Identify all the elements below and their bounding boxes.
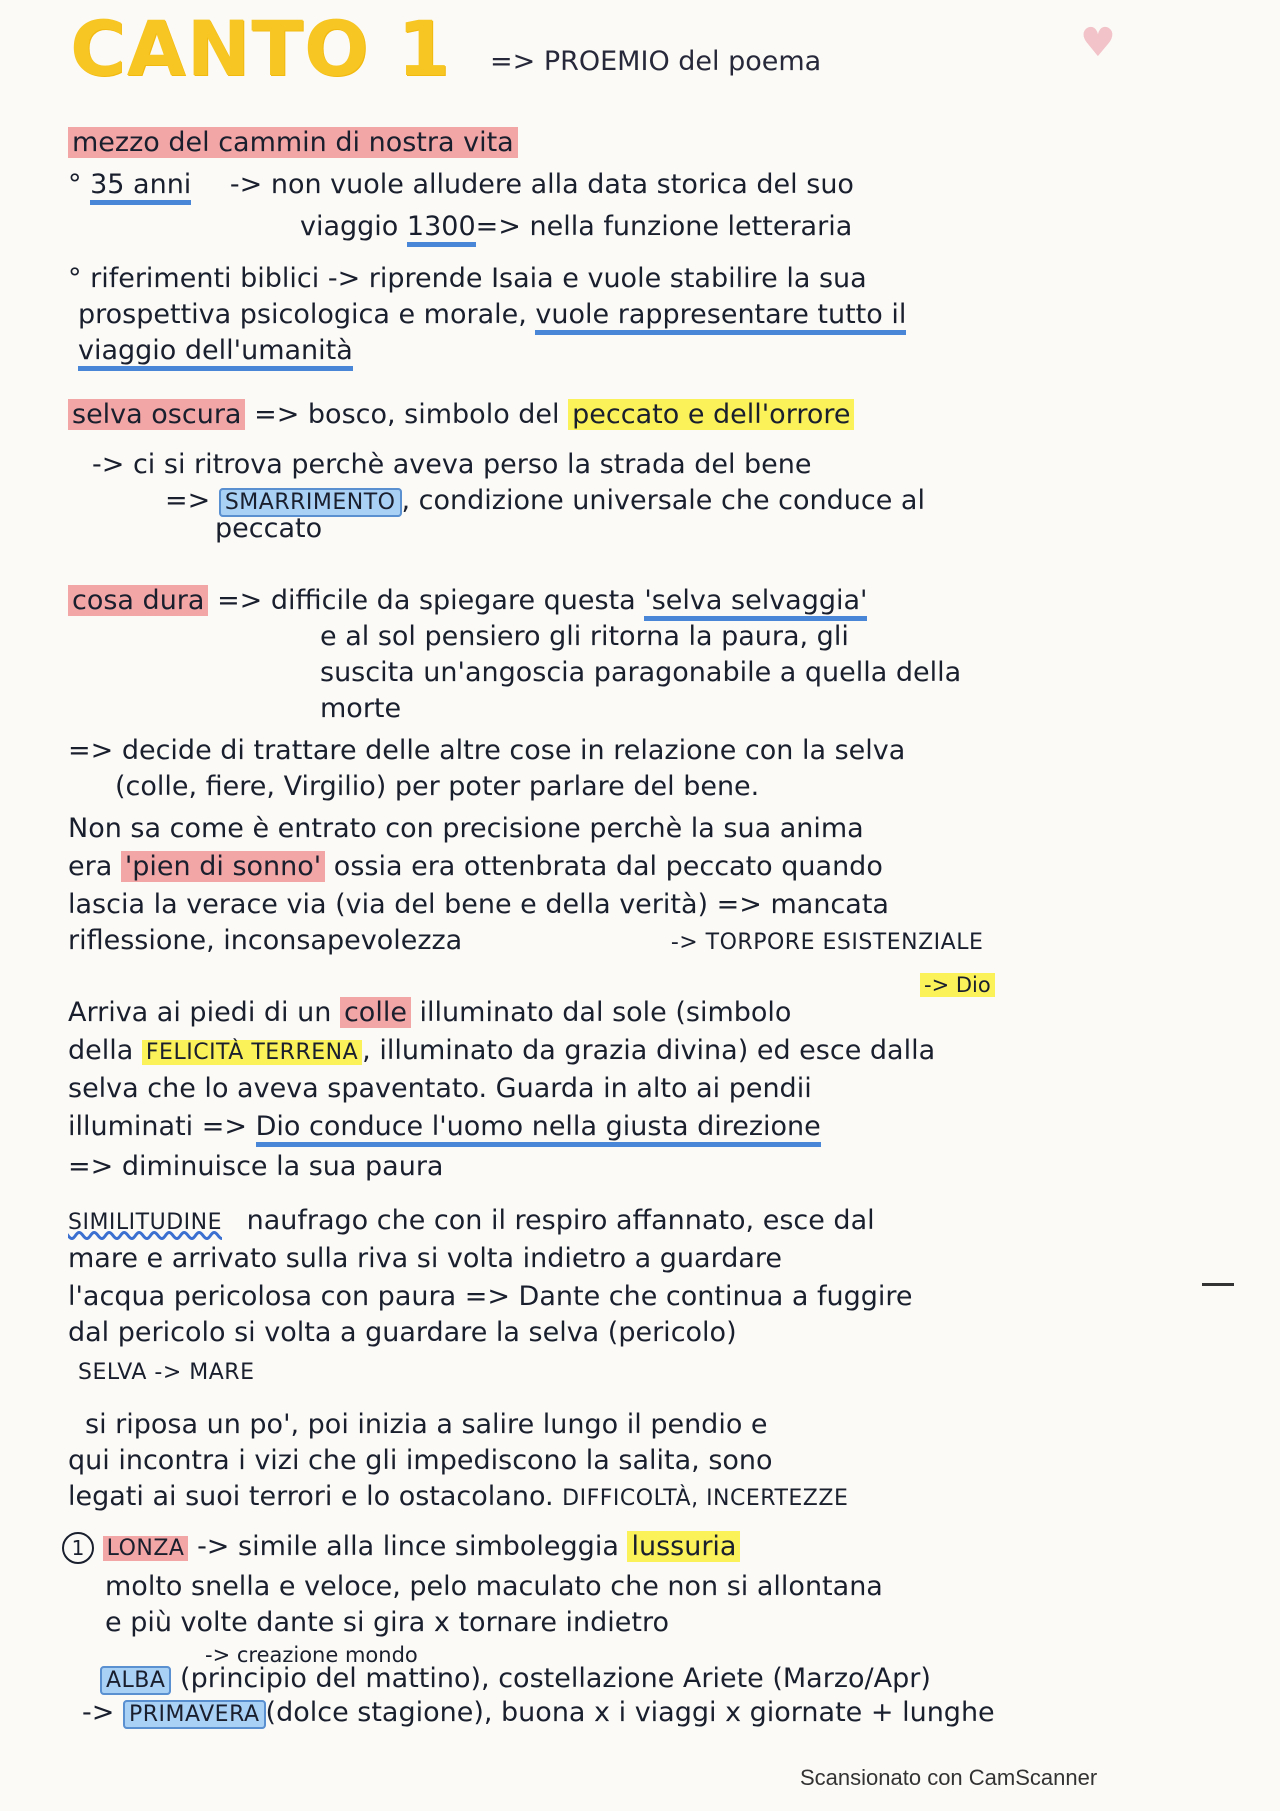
bullet2-line3: viaggio dell'umanità [78,335,353,371]
section4-line4a: riflessione, inconsapevolezza [68,925,463,956]
bullet2-line1: riferimenti biblici -> riprende Isaia e vuole stabilire la sua [90,263,867,294]
section3-row4: morte [320,693,402,724]
section3-line1a: => difficile da spiegare questa [217,585,636,616]
section1-bullet2-line3 [78,334,353,368]
section2-arrow3: => [165,485,211,516]
section6-row2: mare e arrivato sulla riva si volta indietro a guardare [68,1243,783,1274]
section1-bullet1 [68,168,854,202]
section5-line1b: illuminato dal sole (simbolo [419,997,792,1028]
section2-row2: -> ci si ritrova perchè aveva perso la strada del bene [92,449,812,480]
section1-bullet1-cont [300,210,852,244]
section3-row3: suscita un'angoscia paragonabile a quella della [320,657,962,688]
section1-bullet2-line2 [78,298,906,332]
section5-row4 [68,1110,821,1144]
section6-row4: dal pericolo si volta a guardare la selva (pericolo) [68,1317,737,1348]
bullet1-cont-a: viaggio [300,211,399,242]
section2-row1 [68,398,854,432]
section2-row4: peccato [215,513,323,544]
section4-line2b: ossia era ottenbrata dal peccato quando [333,851,883,882]
section6-row5: SELVA -> MARE [78,1360,255,1385]
bullet2-line2b: vuole rappresentare tutto il [535,299,906,335]
section4-row1: Non sa come è entrato con precisione perchè la sua anima [68,813,864,844]
section3-row2: e al sol pensiero gli ritorna la paura, gli [320,621,849,652]
section7-row1: si riposa un po', poi inizia a salire lungo il pendio e [85,1409,768,1440]
section2-line3: , condizione universale che conduce al [401,485,925,516]
section2-highlight: peccato e dell'orrore [568,399,854,430]
bullet1-cont-b: => nella funzione letteraria [475,211,853,242]
section3-heading: cosa dura [68,585,208,616]
section8-row1 [62,1530,740,1566]
primavera-keyword: PRIMAVERA [123,1700,266,1729]
dio-note-text: -> Dio [920,973,995,997]
section8-line4: (principio del mattino), costellazione Ariete (Marzo/Apr) [180,1663,931,1694]
section4-row4 [68,924,983,960]
dio-conduce: Dio conduce l'uomo nella giusta direzione [256,1111,821,1147]
page-title: CANTO 1 [70,4,451,93]
colle-highlight: colle [340,997,411,1028]
felicita-terrena: FELICITÀ TERRENA [142,1040,362,1065]
bullet-dot: ° [68,263,91,294]
number-circle: 1 [62,1532,94,1564]
section1-heading: mezzo del cammin di nostra vita [68,127,518,158]
section7-line3a: legati ai suoi terrori e lo ostacolano. [68,1481,554,1512]
section4-row3: lascia la verace via (via del bene e della verità) => mancata [68,889,889,920]
section6-row3: l'acqua pericolosa con paura => Dante che continua a fuggire [68,1281,913,1312]
section6-row1 [68,1204,875,1240]
section2-arrow: => bosco, simbolo del [254,399,560,430]
section8-line5: (dolce stagione), buona x i viaggi x giornate + lunghe [265,1697,995,1728]
section2-heading: selva oscura [68,399,245,430]
torpore-esistenziale: -> TORPORE ESISTENZIALE [670,930,984,955]
section5-line1a: Arriva ai piedi di un [68,997,332,1028]
alba-keyword: ALBA [100,1666,171,1695]
section8-row5 [82,1696,995,1732]
section4-line2a: era [68,851,113,882]
similitudine-heading: SIMILITUDINE [68,1210,222,1235]
pien-di-sonno-quote: 'pien di sonno' [121,851,325,882]
heart-icon: ♥ [1080,20,1116,66]
section5-row3: selva che lo aveva spaventato. Guarda in alto ai pendii [68,1073,812,1104]
bullet1-key: 35 anni [90,169,191,205]
section5-line2b: , illuminato da grazia divina) ed esce dalla [362,1035,936,1066]
bullet1-text: -> non vuole alludere alla data storica del suo [229,169,854,200]
section6-line1: naufrago che con il respiro affannato, esce dal [246,1205,875,1236]
section5-row5: => diminuisce la sua paura [68,1151,444,1182]
creazione-note: -> creazione mondo [205,1643,418,1667]
bullet2-line2a: prospettiva psicologica e morale, [78,299,527,330]
section1-bullet2-line1 [68,262,867,296]
section8-row3: e più volte dante si gira x tornare indietro [105,1607,670,1638]
section5-line2a: della [68,1035,134,1066]
section5-row2 [68,1034,935,1070]
smarrimento-keyword: SMARRIMENTO [219,488,402,517]
section7-row3 [68,1480,848,1516]
lussuria-highlight: lussuria [627,1531,740,1562]
section1-heading-row [68,126,518,160]
camscanner-watermark: Scansionato con CamScanner [800,1765,1098,1790]
section5-line4a: illuminati => [68,1111,247,1142]
section8-row4 [100,1662,931,1698]
section8-arrow: -> [82,1697,115,1728]
section8-line1a: -> simile alla lince simboleggia [197,1531,619,1562]
section7-row2: qui incontra i vizi che gli impediscono la salita, sono [68,1445,773,1476]
page-subtitle: => PROEMIO del poema [490,46,822,77]
bullet-dot: ° [68,169,91,200]
section4-row2 [68,850,883,884]
section3-row6: (colle, fiere, Virgilio) per poter parlare del bene. [115,771,760,802]
difficolta-incertezze: DIFFICOLTÀ, INCERTEZZE [562,1486,849,1511]
bullet1-year: 1300 [407,211,476,247]
section5-row1 [68,996,791,1030]
dio-note [920,968,995,1002]
section3-row5: => decide di trattare delle altre cose in relazione con la selva [68,735,906,766]
section3-line1b: 'selva selvaggia' [644,585,867,621]
section8-row2: molto snella e veloce, pelo maculato che non si allontana [105,1571,883,1602]
lonza-keyword: LONZA [103,1536,189,1561]
margin-dash [1202,1283,1234,1286]
section3-row1 [68,584,867,618]
